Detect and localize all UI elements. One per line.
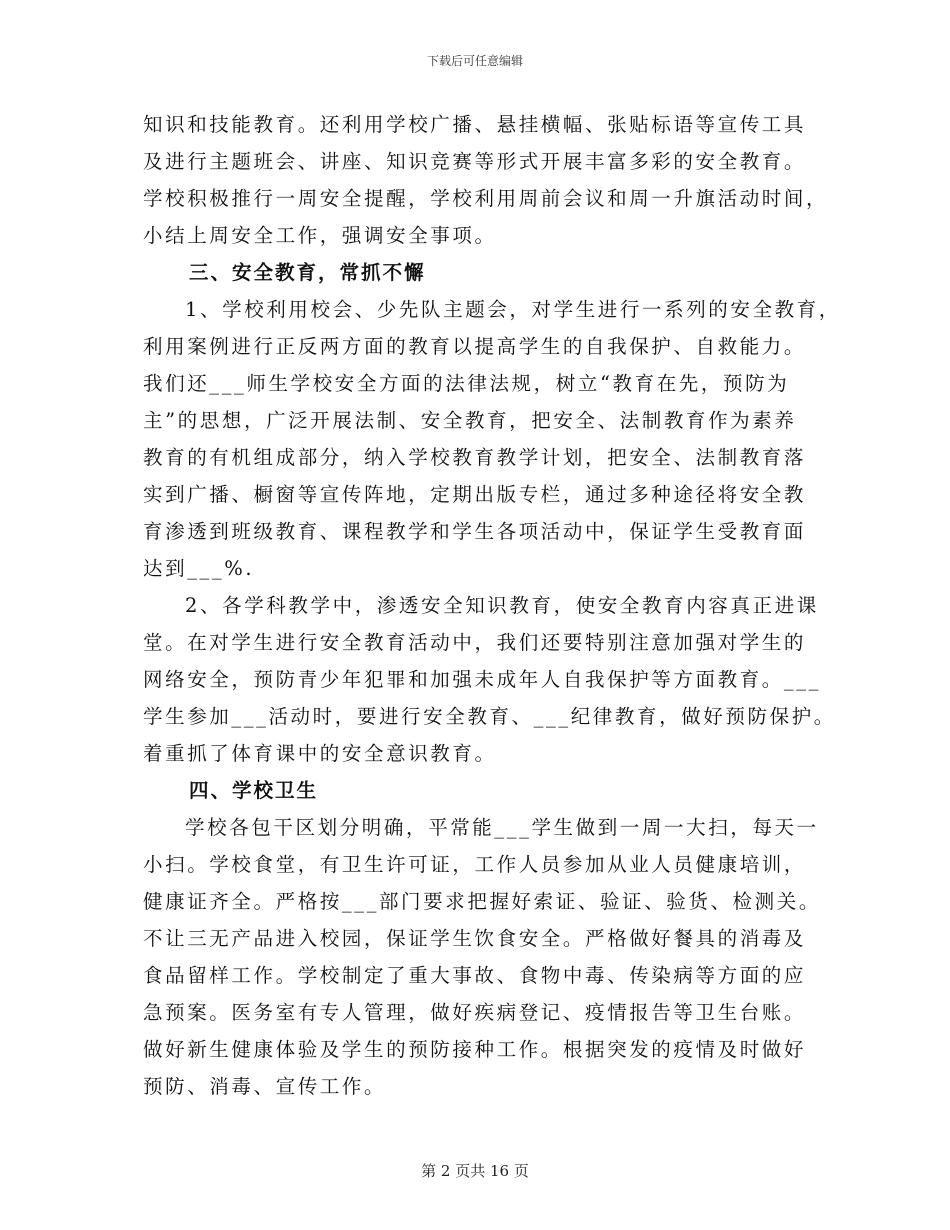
text-line: 小结上周安全工作，强调安全事项。: [143, 224, 497, 247]
text-line: 育渗透到班级教育、课程教学和学生各项活动中，保证学生受教育面: [143, 520, 807, 543]
page-header: 下载后可任意编辑: [426, 54, 523, 68]
text-line: 教育的有机组成部分，纳入学校教育教学计划，把安全、法制教育落: [143, 446, 807, 469]
text-line: 达到___%.: [143, 557, 255, 580]
section-heading-school-hygiene: 四、学校卫生: [189, 779, 319, 802]
text-line: 知识和技能教育。还利用学校广播、悬挂横幅、张贴标语等宣传工具: [143, 113, 807, 136]
text-line: 利用案例进行正反两方面的教育以提高学生的自我保护、自救能力。: [143, 335, 807, 358]
paragraph-start: 1、学校利用校会、少先队主题会，对学生进行一系列的安全教育，: [185, 298, 841, 321]
text-line: 实到广播、橱窗等宣传阵地，定期出版专栏，通过多种途径将安全教: [143, 483, 807, 506]
section-heading-safety-education: 三、安全教育，常抓不懈: [189, 261, 426, 284]
text-line: 着重抓了体育课中的安全意识教育。: [143, 742, 497, 765]
paragraph-start: 学校各包干区划分明确，平常能___学生做到一周一大扫，每天一: [185, 816, 819, 839]
text-line: 食品留样工作。学校制定了重大事故、食物中毒、传染病等方面的应: [143, 964, 807, 987]
document-body: [143, 106, 841, 1105]
text-line: 网络安全，预防青少年犯罪和加强未成年人自我保护等方面教育。___: [143, 668, 821, 691]
text-line: 小扫。学校食堂，有卫生许可证，工作人员参加从业人员健康培训，: [143, 853, 807, 876]
text-line: 学校积极推行一周安全提醒，学校利用周前会议和周一升旗活动时间，: [143, 187, 829, 210]
text-line: 学生参加___活动时，要进行安全教育、___纪律教育，做好预防保护。: [143, 705, 836, 728]
text-line: 主”的思想，广泛开展法制、安全教育，把安全、法制教育作为素养: [143, 409, 797, 432]
text-line: 不让三无产品进入校园，保证学生饮食安全。严格做好餐具的消毒及: [143, 927, 807, 950]
text-line: 预防、消毒、宣传工作。: [143, 1075, 387, 1098]
page-number-footer: 第 2 页共 16 页: [421, 1162, 529, 1180]
text-line: 做好新生健康体验及学生的预防接种工作。根据突发的疫情及时做好: [143, 1038, 807, 1061]
text-line: 健康证齐全。严格按___部门要求把握好索证、验证、验货、检测关。: [143, 890, 821, 913]
text-line: 堂。在对学生进行安全教育活动中，我们还要特别注意加强对学生的: [143, 631, 807, 654]
text-line: 急预案。医务室有专人管理，做好疾病登记、疫情报告等卫生台账。: [143, 1001, 807, 1024]
text-line: 我们还___师生学校安全方面的法律法规，树立“教育在先，预防为: [143, 372, 790, 395]
paragraph-start: 2、各学科教学中，渗透安全知识教育，使安全教育内容真正进课: [185, 594, 819, 617]
text-line: 及进行主题班会、讲座、知识竞赛等形式开展丰富多彩的安全教育。: [143, 150, 807, 173]
